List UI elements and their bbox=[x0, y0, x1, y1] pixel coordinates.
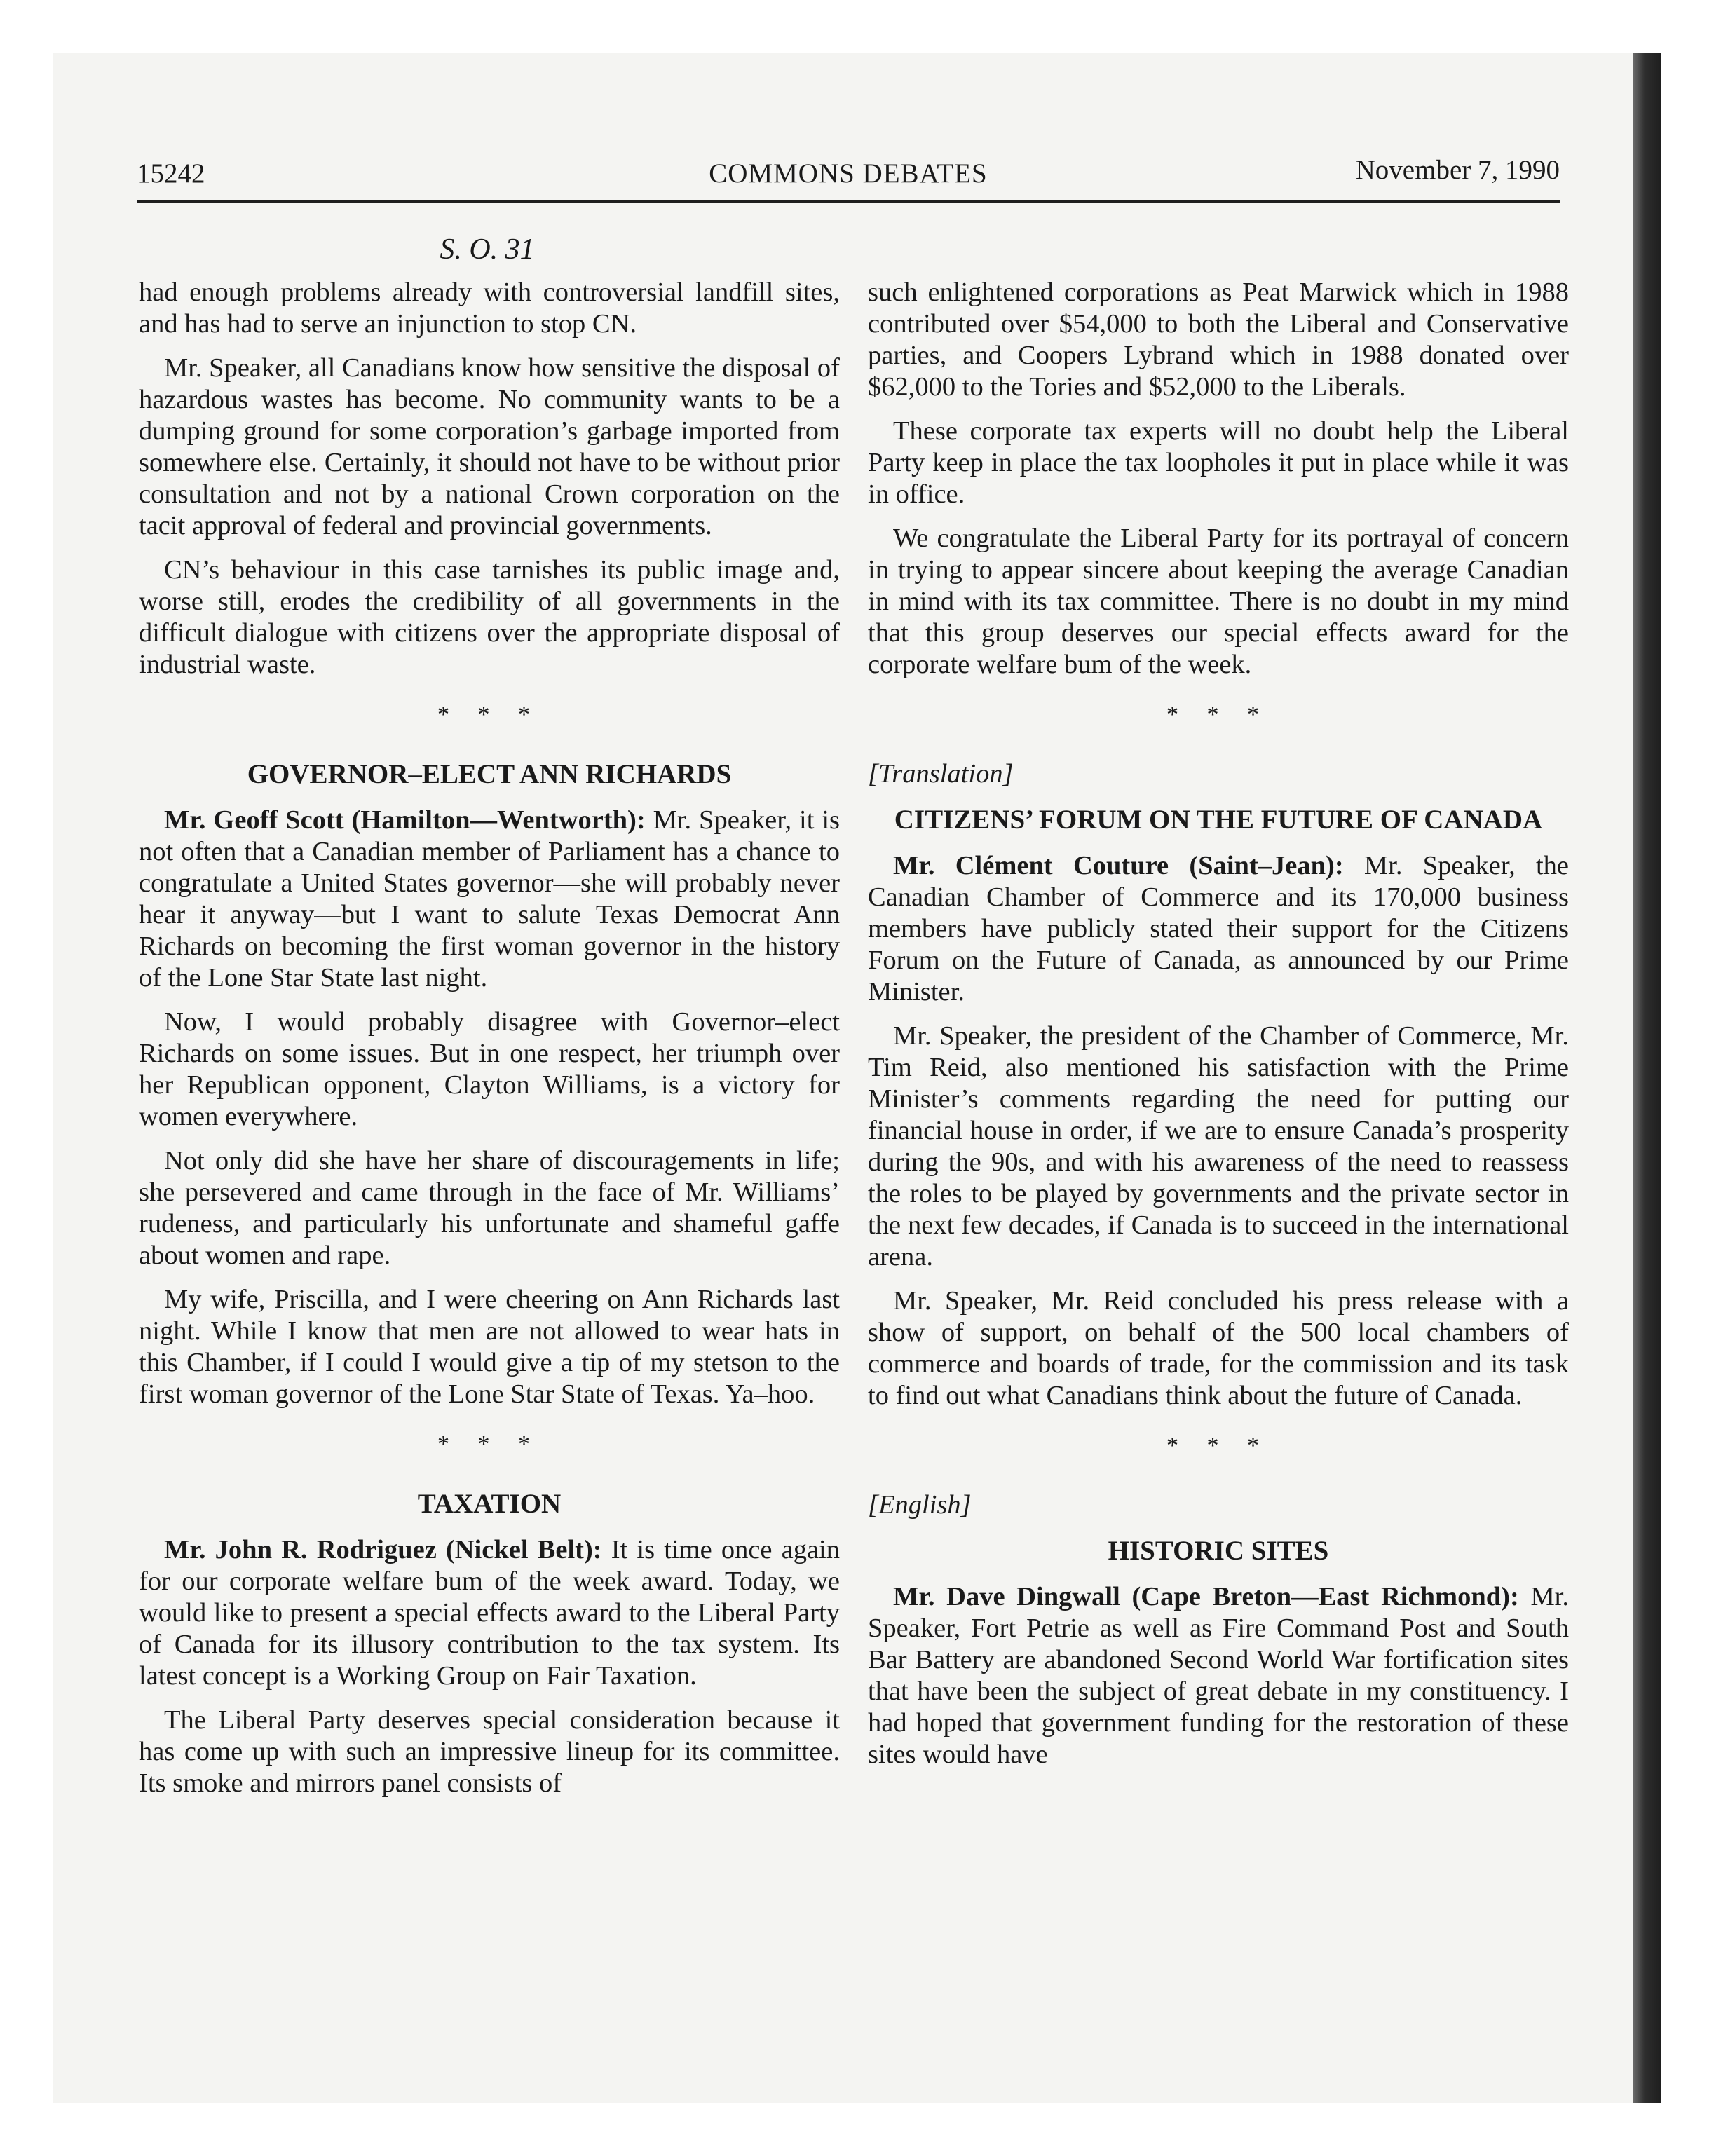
speech-text: Mr. Speaker, it is not often that a Canadian member of Parliament has a chance to congratulate a United States governor—she will probably never hear it anyway—but I want to salute Texas Democrat Ann Richards on becoming the first woman governor in the history of the Lone Star State last night. bbox=[139, 805, 841, 992]
right-column bbox=[868, 277, 1569, 1783]
speech-text: Mr. Speaker, Fort Petrie as well as Fire Command Post and South Bar Battery are abandoned Second World War fortification sites that have been the subject of great debate in my constituency. I had hoped that government funding for the restoration of these sites would have bbox=[868, 1582, 1570, 1769]
speech-paragraph bbox=[139, 1534, 840, 1692]
page-number: 15242 bbox=[137, 158, 205, 189]
speech-text: Mr. Speaker, the Canadian Chamber of Commerce and its 170,000 business members have publicly stated their support for the Citizens Forum on the Future of Canada, as announced by our Prime Minister. bbox=[868, 851, 1570, 1007]
section-separator: * * * bbox=[437, 1431, 541, 1457]
paragraph: Mr. Speaker, the president of the Chamber of Commerce, Mr. Tim Reid, also mentioned his satisfaction with the Prime Minister’s comments regarding the need for putting our financial house in order, if we are to ensure Canada’s prosperity during the 90s, and with his awareness of the need to reassess the roles to be played by governments and the private sector in the next few decades, if Canada is to succeed in the international arena. bbox=[868, 1021, 1569, 1271]
page-header bbox=[137, 154, 1560, 196]
language-marker: [Translation] bbox=[868, 759, 1014, 789]
publication-date: November 7, 1990 bbox=[1355, 155, 1560, 185]
section-heading-taxation: TAXATION bbox=[417, 1489, 562, 1519]
paragraph: My wife, Priscilla, and I were cheering on Ann Richards last night. While I know that men are not allowed to wear hats in this Chamber, if I could I would give a tip of my stetson to the first woman governor of the Lone Star State of Texas. Ya–hoo. bbox=[139, 1285, 840, 1409]
speaker-name: Mr. John R. Rodriguez (Nickel Belt): bbox=[164, 1535, 602, 1564]
section-heading-citizens-forum: CITIZENS’ FORUM ON THE FUTURE OF CANADA bbox=[894, 805, 1543, 835]
speech-paragraph bbox=[139, 805, 840, 994]
paragraph: Now, I would probably disagree with Governor–elect Richards on some issues. But in one respect, her triumph over her Republican opponent, Clayton Williams, is a victory for women everywhere. bbox=[139, 1007, 840, 1131]
speech-text: It is time once again for our corporate welfare bum of the week award. Today, we would like to present a special effects award to the Liberal Party of Canada for its illusory contribution to the tax system. Its latest concept is a Working Group on Fair Taxation. bbox=[139, 1535, 841, 1691]
page-edge-shadow bbox=[1633, 53, 1661, 2103]
header-rule bbox=[137, 200, 1560, 203]
paragraph: These corporate tax experts will no doubt help the Liberal Party keep in place the tax loopholes it put in place while it was in office. bbox=[868, 416, 1569, 509]
paragraph: Mr. Speaker, all Canadians know how sensitive the disposal of hazardous wastes has become. No community wants to be a dumping ground for some corporation’s garbage imported from somewhere else. Certainly, it should not have to be without prior consultation and not by a national Crown corporation on the tacit approval of federal and provincial governments. bbox=[139, 353, 841, 540]
language-marker: [English] bbox=[868, 1490, 972, 1520]
paragraph: had enough problems already with controversial landfill sites, and has had to serve an injunction to stop CN. bbox=[139, 278, 840, 339]
paragraph: Mr. Speaker, Mr. Reid concluded his press release with a show of support, on behalf of the 500 local chambers of commerce and boards of trade, for the commission and its task to find out what Canadians think about the future of Canada. bbox=[868, 1286, 1569, 1410]
section-heading-historic-sites: HISTORIC SITES bbox=[1108, 1536, 1329, 1566]
paragraph: such enlightened corporations as Peat Marwick which in 1988 contributed over $54,000 to both the Liberal and Conservative parties, and Coopers Lybrand which in 1988 donated over $62,000 to the Tories and $52,000 to the Liberals. bbox=[868, 278, 1569, 402]
standing-order-label: S. O. 31 bbox=[440, 233, 535, 266]
section-separator: * * * bbox=[1166, 1433, 1270, 1459]
section-heading-governor-elect: GOVERNOR–ELECT ANN RICHARDS bbox=[247, 759, 732, 789]
speech-paragraph bbox=[868, 1581, 1569, 1770]
paragraph: The Liberal Party deserves special consideration because it has come up with such an impressive lineup for its committee. Its smoke and mirrors panel consists of bbox=[139, 1705, 840, 1798]
speaker-name: Mr. Dave Dingwall (Cape Breton—East Richmond): bbox=[893, 1582, 1519, 1611]
speaker-name: Mr. Clément Couture (Saint–Jean): bbox=[893, 851, 1344, 880]
section-separator: * * * bbox=[1166, 702, 1270, 728]
left-column bbox=[139, 277, 840, 1812]
paragraph: We congratulate the Liberal Party for its portrayal of concern in trying to appear sincere about keeping the average Canadian in mind with its tax committee. There is no doubt in my mind that this group deserves our special effects award for the corporate welfare bum of the week. bbox=[868, 524, 1569, 679]
paragraph: Not only did she have her share of discouragements in life; she persevered and came through in the face of Mr. Williams’ rudeness, and particularly his unfortunate and shameful gaffe about women and rape. bbox=[139, 1146, 840, 1270]
speech-paragraph bbox=[868, 850, 1569, 1008]
speaker-name: Mr. Geoff Scott (Hamilton—Wentworth): bbox=[164, 805, 646, 835]
paragraph: CN’s behaviour in this case tarnishes its public image and, worse still, erodes the credibility of all governments in the difficult dialogue with citizens over the appropriate disposal of industrial waste. bbox=[139, 555, 840, 679]
publication-title: COMMONS DEBATES bbox=[709, 158, 988, 189]
section-separator: * * * bbox=[437, 702, 541, 728]
